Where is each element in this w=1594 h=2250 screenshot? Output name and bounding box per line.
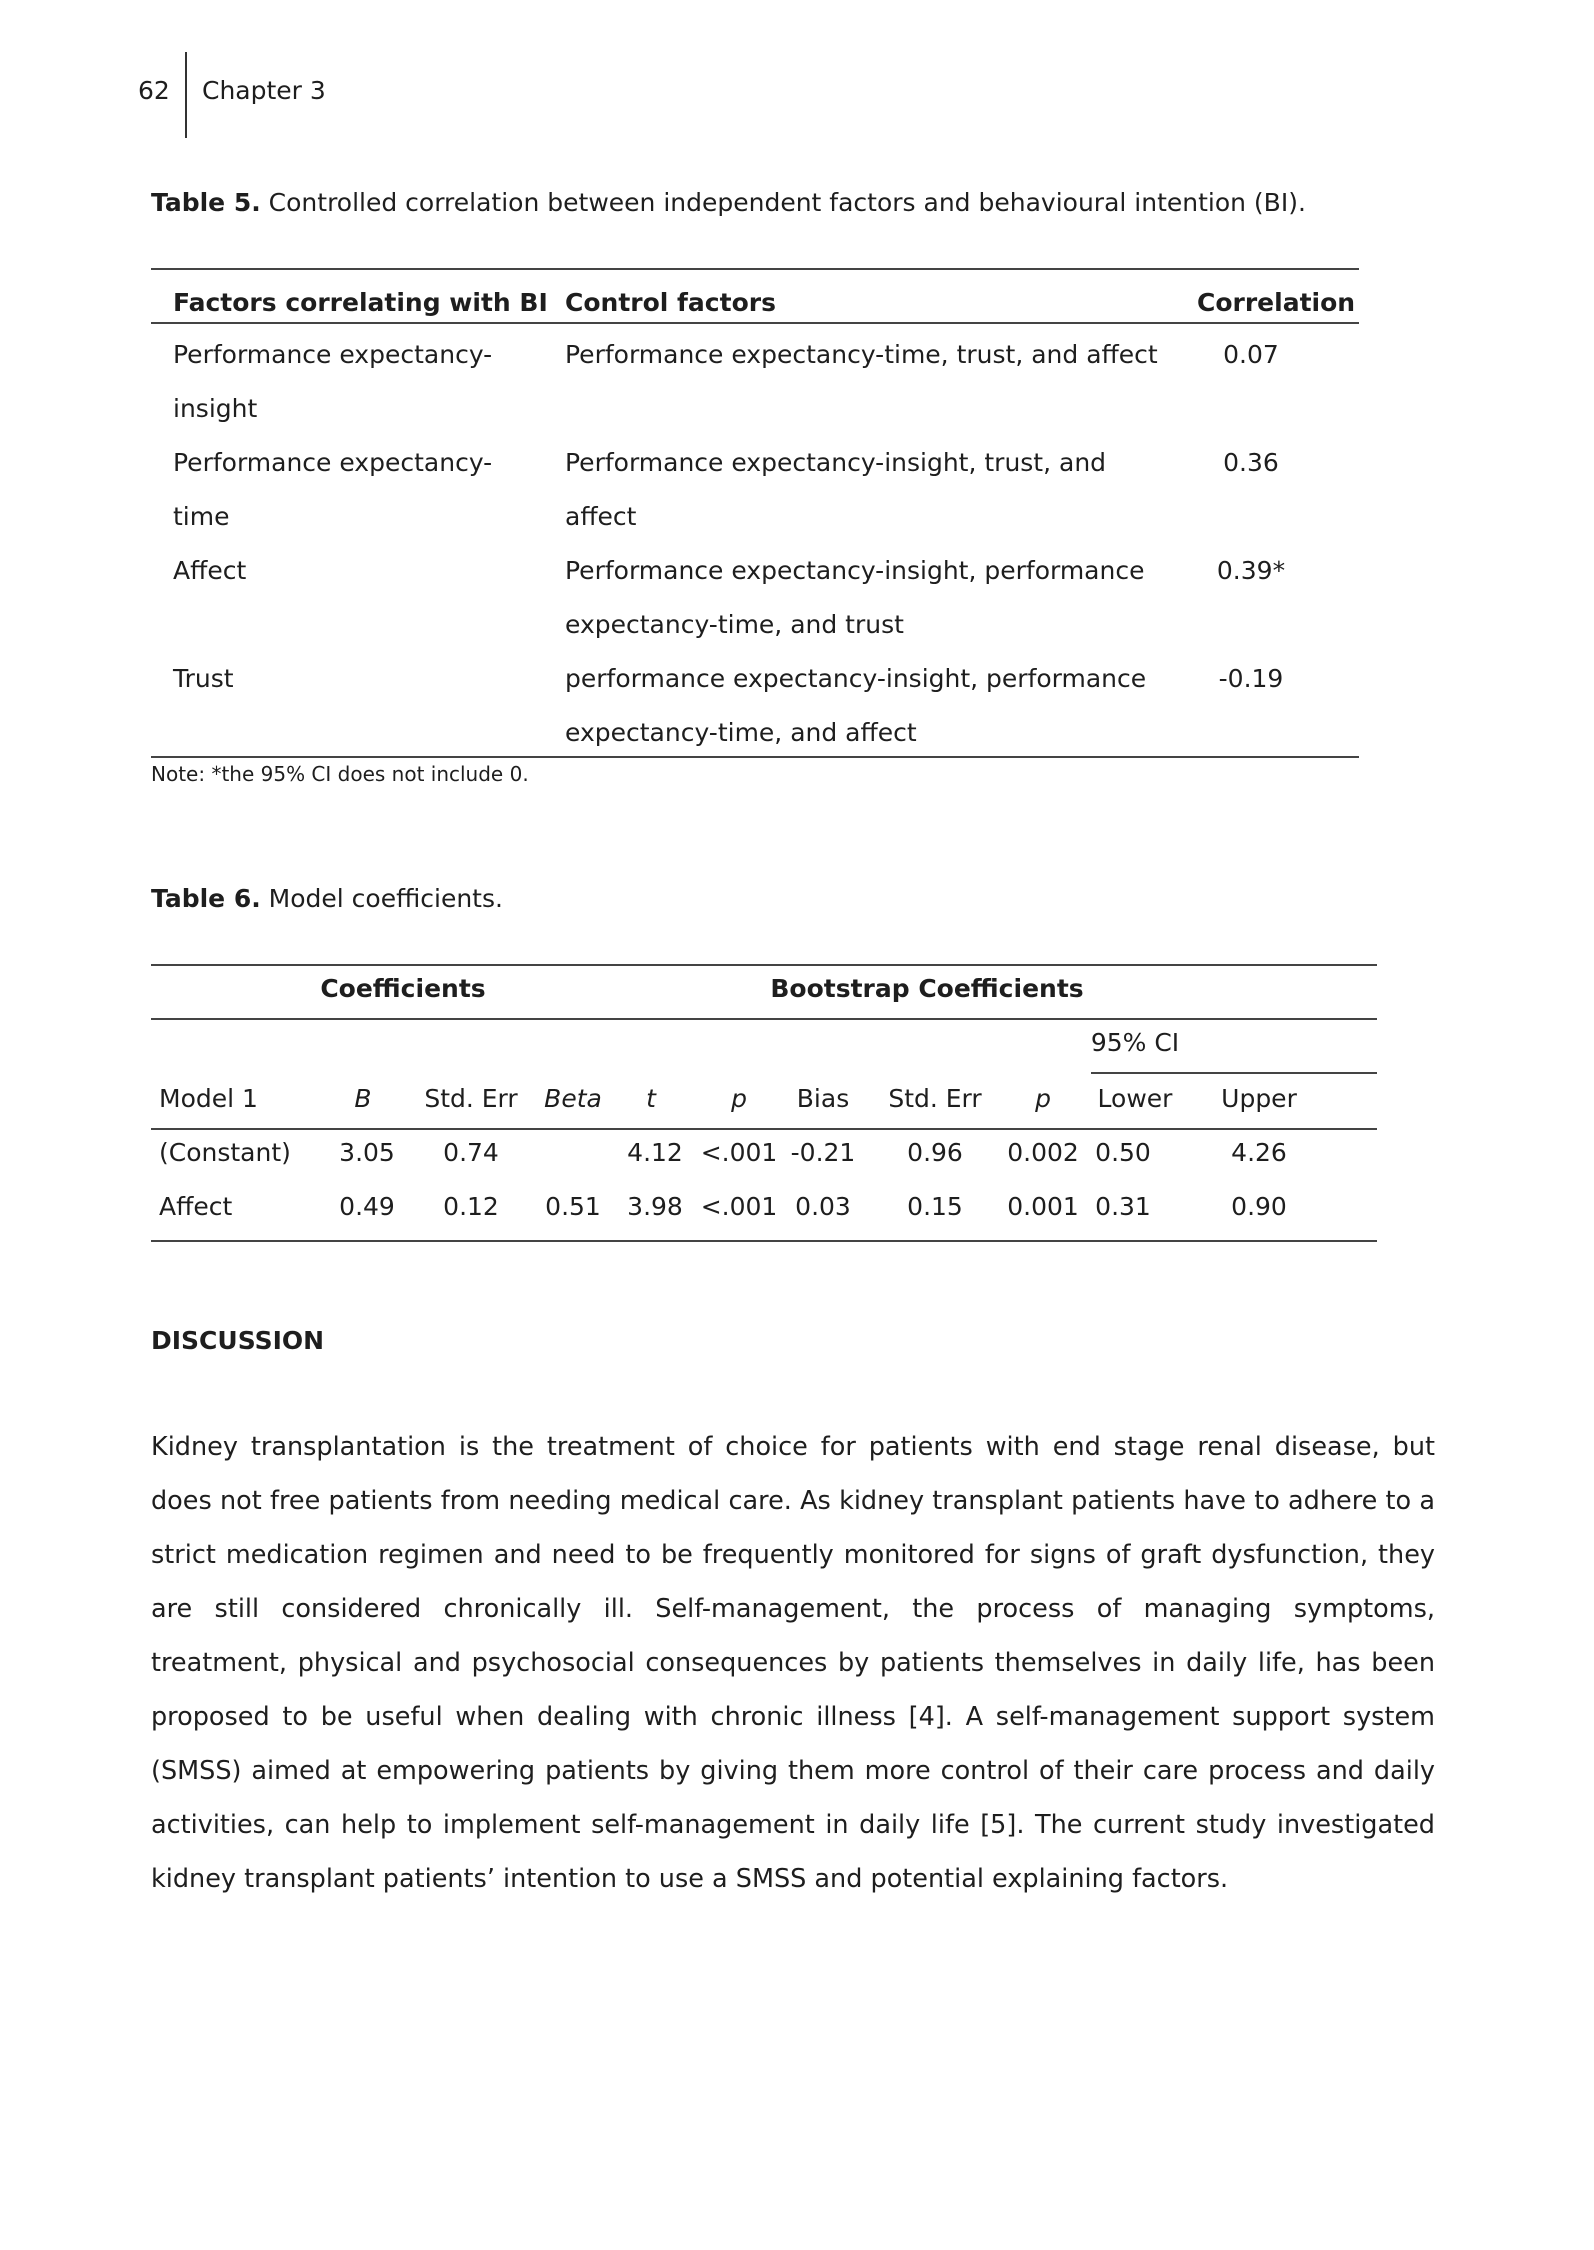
section-heading-discussion: DISCUSSION [151,1326,325,1355]
table6-cell: (Constant) [159,1138,291,1167]
table5-header-control: Control factors [565,288,776,317]
table5-bottom-rule [151,756,1359,758]
table6-cell: 3.98 [627,1192,683,1221]
table6-col-boot-p: p [1035,1084,1051,1113]
table6-top-rule [151,964,1377,966]
table5-correlation-cell: -0.19 [1218,664,1284,693]
table6-col-std-err: Std. Err [424,1084,518,1113]
table6-col-t: t [646,1084,656,1113]
table5-correlation-cell: 0.36 [1223,448,1279,477]
chapter-label: Chapter 3 [202,76,326,105]
table6-cell: <.001 [700,1138,778,1167]
table5-control-cell: Performance expectancy-time, trust, and affect [565,340,1158,369]
table6-col-lower: Lower [1097,1084,1173,1113]
table5-top-rule [151,268,1359,270]
table6-cell: 0.03 [795,1192,851,1221]
table5-control-cell: Performance expectancy-insight, performance expectancy-time, and trust [565,556,1145,639]
table6-cell: 0.90 [1231,1192,1287,1221]
table6-ci-rule [1091,1072,1377,1074]
table5-control-cell: Performance expectancy-insight, trust, and affect [565,448,1107,531]
table6-caption-label: Table 6. [151,884,261,913]
table6-col-boot-std-err: Std. Err [888,1084,982,1113]
table6-cell: -0.21 [790,1138,856,1167]
table6-cell: 4.12 [627,1138,683,1167]
table6-bottom-rule [151,1240,1377,1242]
table6-cell: 0.49 [339,1192,395,1221]
table6-cell: 3.05 [339,1138,395,1167]
table6 [151,964,1377,1244]
table6-cell: 0.50 [1095,1138,1151,1167]
table6-cell: <.001 [700,1192,778,1221]
table5-control-cell: performance expectancy-insight, performance expectancy-time, and affect [565,664,1147,747]
table6-cell: 0.002 [1007,1138,1079,1167]
table6-col-b: B [354,1084,372,1113]
table5-caption [151,188,1306,217]
table6-cell: 0.96 [907,1138,963,1167]
table5-caption-label: Table 5. [151,188,261,217]
table5-header-correlation: Correlation [1197,288,1356,317]
table6-cell: 4.26 [1231,1138,1287,1167]
table6-cell: 0.51 [545,1192,601,1221]
page-number: 62 [138,76,170,105]
table6-caption-text: Model coefficients. [260,884,503,913]
table6-col-upper: Upper [1221,1084,1297,1113]
table5-factor-cell: Performance expectancy- time [173,448,493,531]
table5-factor-cell: Trust [173,664,234,693]
table6-group-bootstrap: Bootstrap Coefficients [770,974,1084,1003]
table6-group-ci: 95% CI [1090,1028,1180,1057]
table5-correlation-cell: 0.07 [1223,340,1279,369]
table5-caption-text: Controlled correlation between independent factors and behavioural intention (BI). [260,188,1306,217]
table6-caption [151,884,503,913]
table6-cell: 0.001 [1007,1192,1079,1221]
table5-note: Note: *the 95% CI does not include 0. [151,762,529,786]
discussion-paragraph: Kidney transplantation is the treatment of choice for patients with end stage renal disease, but does not free patients from needing medical care. As kidney transplant patients have to adhere to a strict medication regimen and need to be frequently monitored for signs of graft dysfunction, they are still considered chronically ill. Self-management, the process of managing symptoms, treatment, physical and psychosocial consequences by patients themselves in daily life, has been proposed to be useful when dealing with chronic illness [4]. A self-management support system (SMSS) aimed at empowering patients by giving them more control of their care process and daily activities, can help to implement self-management in daily life [5]. The current study investigated kidney transplant patients’ intention to use a SMSS and potential explaining factors. [151,1432,1435,1894]
table6-cell: 0.12 [443,1192,499,1221]
table6-group-rule [151,1018,1377,1020]
table5-correlation-cell: 0.39* [1216,556,1286,585]
table6-col-beta: Beta [544,1084,602,1113]
table6-header-rule [151,1128,1377,1130]
table5-header-rule [151,322,1359,324]
table5-header-factor: Factors correlating with BI [173,288,548,317]
table6-cell: 0.31 [1095,1192,1151,1221]
table6-cell: Affect [159,1192,233,1221]
header-divider [185,52,187,138]
table6-cell: 0.74 [443,1138,499,1167]
table6-col-p: p [731,1084,747,1113]
table6-cell: 0.15 [907,1192,963,1221]
table6-col-model: Model 1 [159,1084,258,1113]
table5-factor-cell: Affect [173,556,247,585]
table6-col-bias: Bias [796,1084,850,1113]
table5-factor-cell: Performance expectancy- insight [173,340,493,423]
table6-group-coefficients: Coefficients [320,974,486,1003]
